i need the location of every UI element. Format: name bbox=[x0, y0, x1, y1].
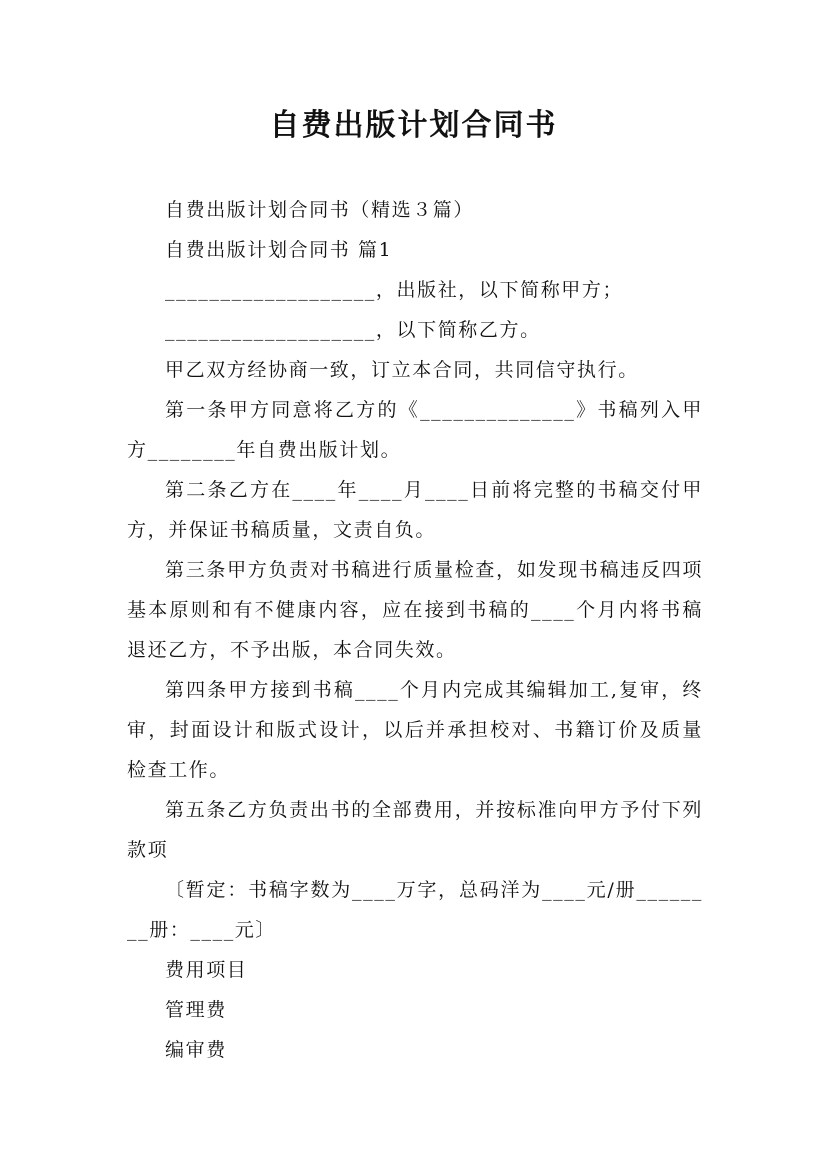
paragraph-party-a: ___________________，出版社，以下简称甲方； bbox=[165, 279, 624, 301]
paragraph-article-1: 第一条甲方同意将乙方的《______________》书稿列入甲方________年自费出版计划。 bbox=[127, 399, 703, 461]
paragraph-management-fee: 管理费 bbox=[165, 999, 227, 1021]
paragraph-party-b: ___________________，以下简称乙方。 bbox=[165, 319, 541, 341]
paragraph-editing-fee: 编审费 bbox=[165, 1039, 227, 1061]
document-body bbox=[127, 190, 703, 1070]
document-title: 自费出版计划合同书 bbox=[269, 108, 558, 143]
paragraph-article-4: 第四条甲方接到书稿____个月内完成其编辑加工,复审，终审，封面设计和版式设计，以后并承担校对、书籍订价及质量检查工作。 bbox=[127, 679, 703, 781]
paragraph-fee-estimate: 〔暂定：书稿字数为____万字，总码洋为____元/册________册：____元〕 bbox=[127, 879, 703, 941]
paragraph-article-3: 第三条甲方负责对书稿进行质量检查，如发现书稿违反四项基本原则和有不健康内容，应在接到书稿的____个月内将书稿退还乙方，不予出版，本合同失效。 bbox=[127, 559, 703, 661]
paragraph-fee-items: 费用项目 bbox=[165, 959, 248, 981]
paragraph-article-5: 第五条乙方负责出书的全部费用，并按标准向甲方予付下列款项 bbox=[127, 799, 703, 861]
paragraph-agreement: 甲乙双方经协商一致，订立本合同，共同信守执行。 bbox=[165, 359, 639, 381]
paragraph-subtitle: 自费出版计划合同书（精选３篇） bbox=[165, 199, 475, 221]
paragraph-article-2: 第二条乙方在____年____月____日前将完整的书稿交付甲方，并保证书稿质量，文责自负。 bbox=[127, 479, 703, 541]
paragraph-section-heading: 自费出版计划合同书 篇1 bbox=[165, 239, 393, 261]
